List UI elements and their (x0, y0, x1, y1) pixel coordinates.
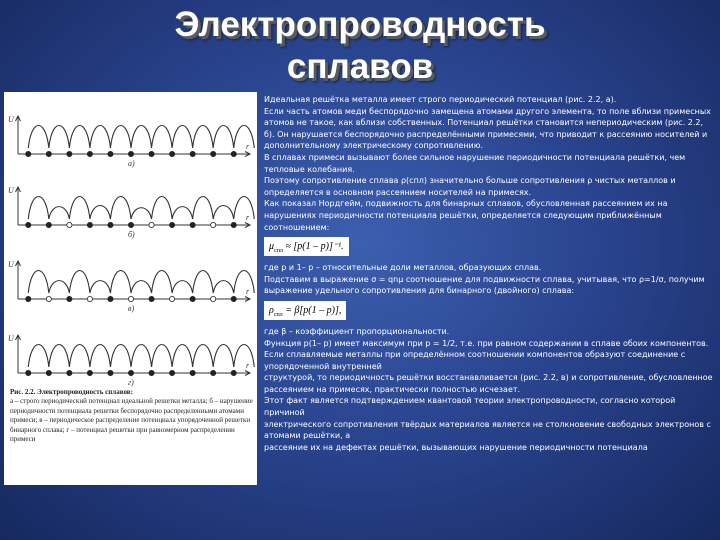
axis-r-label-2: r (246, 287, 250, 296)
atom-2-7 (169, 296, 174, 301)
atom-0-1 (46, 151, 51, 156)
paragraph-3: В сплавах примеси вызывают более сильное нарушение периодичности потенциала решётки, чем тепловые колебания. (264, 152, 686, 174)
axis-r-label-1: r (246, 213, 250, 222)
atom-0-0 (26, 151, 31, 156)
atom-0-3 (87, 151, 92, 156)
atom-0-7 (169, 151, 174, 156)
title-line-2: сплавов (286, 47, 434, 86)
axis-u-label-0: U (8, 115, 14, 124)
atom-3-10 (231, 370, 236, 375)
axis-u-label-2: U (8, 260, 14, 269)
paragraph-2: Если часть атомов меди беспорядочно замещена атомами другого элемента, то поле вблизи примесных атомов не такое, как вблизи собственных. Потенциал решётки становится непериодическим (рис. 2.2, б). Он нарушается беспорядочно распределёнными примесями, что приводит к рассеянию носителей и дополнительному электрическому сопротивлению. (264, 106, 711, 151)
atom-3-4 (108, 370, 113, 375)
formula-mobility-sub: спл (274, 248, 283, 255)
atom-2-3 (87, 296, 92, 301)
paragraph-1: Идеальная решётка металла имеет строго периодический потенциал (рис. 2.2, а). (264, 95, 617, 104)
formula-mobility-rhs: ≈ [p(1 – p)]⁻¹. (285, 241, 344, 253)
panel-letter-0: а) (128, 159, 135, 168)
atom-2-0 (26, 296, 31, 301)
paragraph-12: электрического сопротивления твёрдых материалов является не столкновение свободных электронов с атомами решётки, а (264, 419, 711, 441)
atom-3-8 (190, 370, 195, 375)
atom-0-6 (149, 151, 154, 156)
formula-resistivity (264, 301, 346, 320)
atom-3-3 (87, 370, 92, 375)
atom-1-8 (190, 222, 195, 227)
atom-2-1 (46, 296, 51, 301)
atom-2-6 (149, 296, 154, 301)
paragraph-7: Подставим в выражение σ = qnμ соотношение для подвижности сплава, учитывая, что ρ=1/σ, получим выражение удельного сопротивления для бинарного (двойного) сплава: (264, 274, 705, 296)
potential-figure (4, 92, 257, 485)
atom-0-9 (211, 151, 216, 156)
atom-2-4 (108, 296, 113, 301)
atom-1-1 (46, 222, 51, 227)
axis-u-label-3: U (8, 334, 14, 343)
atom-1-0 (26, 222, 31, 227)
axis-u-label-1: U (8, 186, 14, 195)
atom-1-2 (67, 222, 72, 227)
panel-letter-1: б) (128, 230, 135, 239)
atom-0-4 (108, 151, 113, 156)
paragraph-11: Этот факт является подтверждением квантовой теории электропроводности, согласно которой причиной (264, 396, 676, 418)
atom-1-3 (87, 222, 92, 227)
potential-curve-2 (28, 271, 254, 294)
atom-3-1 (46, 370, 51, 375)
paragraph-9: Функция p(1– p) имеет максимум при p = 1/2, т.е. при равном содержании в сплаве обоих компонентов. Если сплавляемые металлы при определённом соотношении компонентов образуют соединение с упорядоченной внутренней (264, 338, 709, 371)
potential-curve-3 (28, 345, 254, 368)
formula-resistivity-sub: спл (273, 311, 283, 318)
atom-1-10 (231, 222, 236, 227)
atom-3-2 (67, 370, 72, 375)
atom-2-5 (128, 296, 133, 301)
paragraph-10: структурой, то периодичность решётки восстанавливается (рис. 2.2, в) и сопротивление, обусловленное рассеянием на примесях, практически полностью исчезает. (264, 373, 713, 394)
atom-0-5 (128, 151, 133, 156)
formula-mobility-lhs: μ (269, 241, 275, 253)
atom-2-2 (67, 296, 72, 301)
atom-1-9 (211, 222, 216, 227)
paragraph-6: где p и 1– p – относительные доли металлов, образующих сплав. (264, 263, 542, 273)
atom-1-7 (169, 222, 174, 227)
paragraph-4: Поэтому сопротивление сплава ρ(спл) значительно больше сопротивления ρ чистых металлов и определяется в основном рассеянием носителей на примесях. (264, 176, 676, 197)
potential-curve-0 (28, 126, 254, 149)
atom-1-6 (149, 222, 154, 227)
figure-caption (10, 388, 254, 444)
paragraph-5: Как показал Нордгейм, подвижность для бинарных сплавов, обусловленная рассеянием их на нарушениях периодичности потенциала решётки, определяется следующим приближённым соотношением: (264, 199, 668, 232)
axis-r-label-0: r (246, 142, 250, 151)
slide-title (0, 4, 720, 88)
atom-0-8 (190, 151, 195, 156)
atom-1-4 (108, 222, 113, 227)
atom-3-0 (26, 370, 31, 375)
atom-3-6 (149, 370, 154, 375)
caption-title: Рис. 2.2. Электропроводность сплавов: (10, 388, 133, 396)
atom-3-5 (128, 370, 133, 375)
formula-mobility (264, 237, 349, 256)
atom-0-10 (231, 151, 236, 156)
panel-letter-3: г) (128, 378, 134, 387)
atom-1-5 (128, 222, 133, 227)
atom-3-7 (169, 370, 174, 375)
panel-letter-2: в) (128, 304, 135, 313)
body-text (264, 94, 716, 453)
axis-r-label-3: r (246, 361, 250, 370)
paragraph-13: рассеяние их на дефектах решётки, вызывающих нарушение периодичности потенциала (264, 442, 648, 452)
atom-2-9 (211, 296, 216, 301)
caption-body: а – строго периодический потенциал идеальной решетки металла; б – нарушение периодичности потенциала решетки беспорядочно распределенными атомами примеси; в – периодическое распределение потенциала упорядоченной решетки бинарного сплава; г – потенциал решетки при равномерном распределении примеси (10, 397, 253, 444)
atom-0-2 (67, 151, 72, 156)
atom-2-8 (190, 296, 195, 301)
atom-2-10 (231, 296, 236, 301)
title-line-1: Электропроводность (174, 5, 546, 44)
paragraph-8: где β – коэффициент пропорциональности. (264, 326, 450, 336)
formula-resistivity-lhs: ρ (269, 304, 274, 316)
potential-curve-1 (28, 197, 254, 220)
formula-resistivity-rhs: = β[p(1 – p)], (285, 304, 342, 316)
atom-3-9 (211, 370, 216, 375)
